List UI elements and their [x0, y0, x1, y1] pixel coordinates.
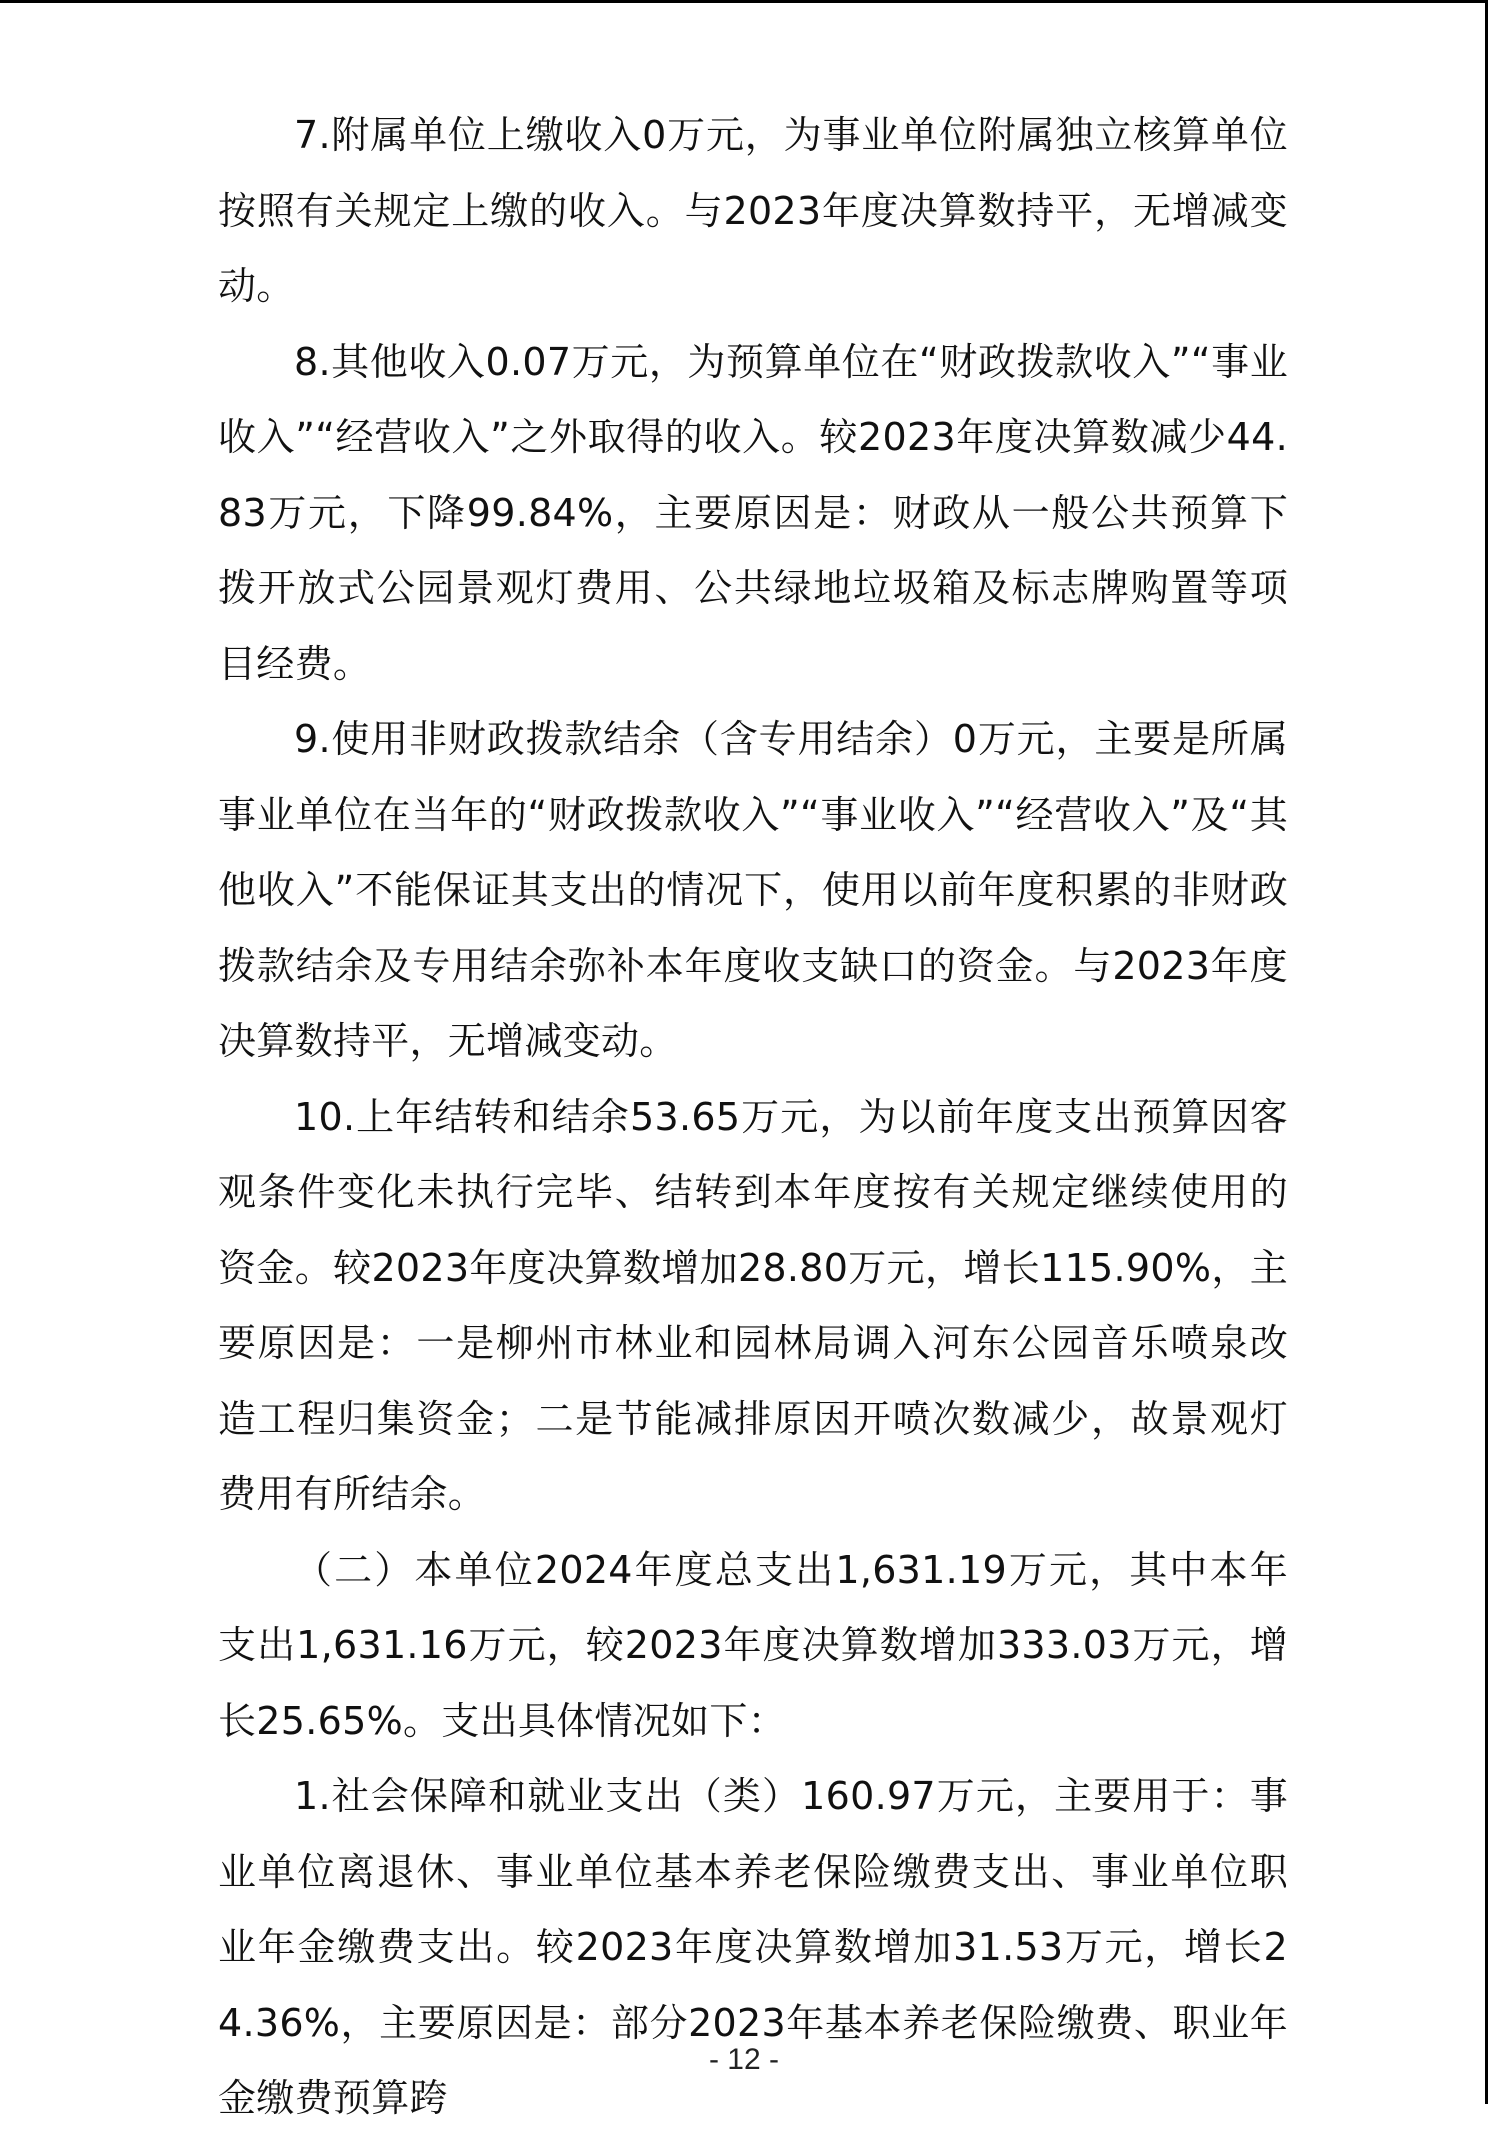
paragraph-item-10: 10.上年结转和结余53.65万元，为以前年度支出预算因客观条件变化未执行完毕、结转到本年度按有关规定继续使用的资金。较2023年度决算数增加28.80万元，增长115.90%，主要原因是：一是柳州市林业和园林局调入河东公园音乐喷泉改造工程归集资金；二是节能减排原因开喷次数减少，故景观灯费用有所结余。 [218, 1094, 1288, 1516]
paragraph-section-2: （二）本单位2024年度总支出1,631.19万元，其中本年支出1,631.16万元，较2023年度决算数增加333.03万元，增长25.65%。支出具体情况如下： [218, 1547, 1288, 1743]
paragraph-item-7: 7.附属单位上缴收入0万元，为事业单位附属独立核算单位按照有关规定上缴的收入。与2023年度决算数持平，无增减变动。 [218, 113, 1288, 308]
paragraph-item-9: 9.使用非财政拨款结余（含专用结余）0万元，主要是所属事业单位在当年的“财政拨款收入”“事业收入”“经营收入”及“其他收入”不能保证其支出的情况下，使用以前年度积累的非财政拨款结余及专用结余弥补本年度收支缺口的资金。与2023年度决算数持平，无增减变动。 [218, 717, 1288, 1063]
page-top-border [0, 0, 1488, 3]
paragraph-item-8: 8.其他收入0.07万元，为预算单位在“财政拨款收入”“事业收入”“经营收入”之外取得的收入。较2023年度决算数减少44.83万元，下降99.84%，主要原因是：财政从一般公共预算下拨开放式公园景观灯费用、公共绿地垃圾箱及标志牌购置等项目经费。 [218, 339, 1288, 686]
paragraph-expense-1: 1.社会保障和就业支出（类）160.97万元，主要用于：事业单位离退休、事业单位基本养老保险缴费支出、事业单位职业年金缴费支出。较2023年度决算数增加31.53万元，增长24.36%，主要原因是：部分2023年基本养老保险缴费、职业年金缴费预算跨 [218, 1774, 1288, 2120]
page-number: - 12 - [708, 2043, 780, 2076]
document-body [218, 98, 1288, 2137]
